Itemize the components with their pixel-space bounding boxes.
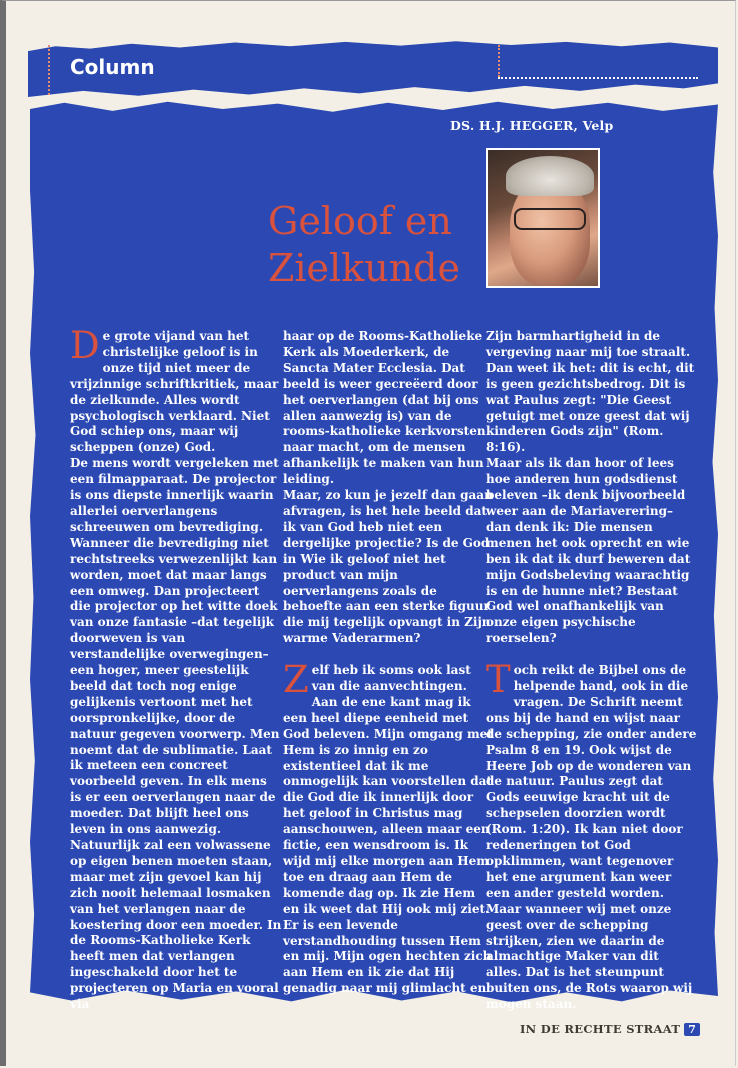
headline-line-1: Geloof en — [268, 199, 452, 243]
paragraph-text: elf heb ik soms ook last van die aanvechtingen. Aan de ene kant mag ik een heel diepe eenheid met God beleven. Mijn omgang met Hem is zo innig en zo existentieel dat ik me onmogelijk kan voorstellen dat die God die ik innerlijk door het geloof in Christus mag aanschouwen, alleen maar een fictie, een wensdroom is. Ik wijd mij elke morgen aan Hem toe en draag aan Hem de komende dag op. Ik zie Hem en ik weet dat Hij ook mij ziet. Er is een levende verstandhouding tussen Hem en mij. Mijn ogen hechten zich aan Hem en ik zie dat Hij genadig naar mij glimlacht en — [283, 663, 493, 996]
paragraph — [283, 329, 495, 488]
dropcap: Z — [283, 658, 309, 702]
author-portrait — [486, 148, 600, 288]
portrait-glasses — [514, 208, 586, 230]
paragraph-text: Maar, zo kun je jezelf dan gaan afvragen, is het hele beeld dat ik van God heb niet een dergelijke projectie? Is de God in Wie ik geloof niet het product van mijn oerverlangens zoals de behoefte aan een sterke figuur die mij tegelijk opvangt in Zijn warme Vaderarmen? — [283, 488, 493, 646]
page-footer — [520, 1022, 700, 1036]
header-dotted-rule-left — [48, 45, 50, 95]
section-title: Column — [70, 55, 155, 79]
author-byline: DS. H.J. HEGGER, Velp — [450, 118, 614, 133]
paragraph-text: De mens wordt vergeleken met een filmapparaat. De projector is ons diepste innerlijk waarin allerlei oerverlangens schreeuwen om bevrediging. Wanneer die bevrediging niet rechtstreeks verwezenlijkt kan worden, moet dat maar langs een omweg. Dan projecteert die projector op het witte doek van onze fantasie –dat tegelijk doorweven is van verstandelijke overwegingen– een hoger, meer geestelijk beeld dat toch nog enige gelijkenis vertoont met het oorspronkelijke, door de natuur gegeven voorwerp. Men noemt dat de sublimatie. Laat ik meteen een concreet voorbeeld geven. In elk mens is er een oerverlangen naar de moeder. Dat blijft heel ons leven in ons aanwezig. Natuurlijk zal een volwassene op eigen benen moeten staan, maar met zijn gevoel kan hij zich nooit helemaal losmaken van het verlangen naar de koestering door een moeder. In de Rooms-Katholieke Kerk heeft men dat verlangen ingeschakeld door het te projecteren op Maria en vooral via — [70, 456, 282, 1012]
paragraph — [486, 329, 698, 456]
paragraph — [283, 488, 495, 647]
text-column-2 — [283, 329, 495, 997]
paragraph-text: haar op de Rooms-Katholieke Kerk als Moederkerk, de Sancta Mater Ecclesia. Dat beeld is weer gecreëerd door het oerverlangen (dat bij ons allen aanwezig is) van de rooms-katholieke kerkvorsten naar macht, om de mensen afhankelijk te maken van hun leiding. — [283, 329, 486, 487]
paragraph — [283, 658, 495, 997]
dropcap: T — [486, 658, 511, 702]
paragraph — [486, 456, 698, 647]
header-dotted-rule-vertical — [498, 45, 500, 77]
paragraph-text: e grote vijand van het christelijke geloof is in onze tijd niet meer de vrijzinnige schriftkritiek, maar de zielkunde. Alles wordt psychologisch verklaard. Niet God schiep ons, maar wij scheppen (onze) God. — [70, 329, 279, 455]
dropcap: D — [70, 324, 100, 367]
paragraph — [486, 658, 698, 1013]
paragraph-text: och reikt de Bijbel ons de helpende hand, ook in die vragen. De Schrift neemt ons bij de hand en wijst naar de schepping, zie onder andere Psalm 8 en 19. Ook wijst de Heere Job op de wonderen van de natuur. Paulus zegt dat Gods eeuwige kracht uit de schepselen doorzien wordt (Rom. 1:20). Ik kan niet door redeneringen tot God opklimmen, want tegenover het ene argument kan weer een ander gesteld worden. Maar wanneer wij met onze geest over de schepping strijken, zien we daarin de almachtige Maker van dit alles. Dat is het steunpunt buiten ons, de Rots waarop wij mogen staan. — [486, 663, 697, 1012]
text-column-1 — [70, 324, 282, 1013]
article-headline — [268, 198, 498, 292]
headline-line-2: Zielkunde — [268, 246, 460, 290]
paragraph — [70, 456, 282, 1013]
paragraph-text: Zijn barmhartigheid in de vergeving naar mij toe straalt. Dan weet ik het: dit is echt, dit is geen gezichtsbedrog. Dit is wat Paulus zegt: "Die Geest getuigt met onze geest dat wij kinderen Gods zijn" (Rom. 8:16). — [486, 329, 695, 455]
text-column-3 — [486, 329, 698, 1013]
portrait-hair — [506, 156, 594, 196]
page-number: 7 — [684, 1023, 700, 1036]
paragraph-text: Maar als ik dan hoor of lees hoe anderen hun godsdienst beleven –ik denk bijvoorbeeld weer aan de Mariaverering– dan denk ik: Die mensen menen het ook oprecht en wie ben ik dat ik durf beweren dat mijn Godsbeleving waarachtig is en de hunne niet? Bestaat God wel onafhankelijk van onze eigen psychische roerselen? — [486, 456, 691, 646]
paragraph — [70, 324, 282, 456]
magazine-name: IN DE RECHTE STRAAT — [520, 1022, 681, 1036]
header-dotted-rule-right — [498, 77, 698, 79]
